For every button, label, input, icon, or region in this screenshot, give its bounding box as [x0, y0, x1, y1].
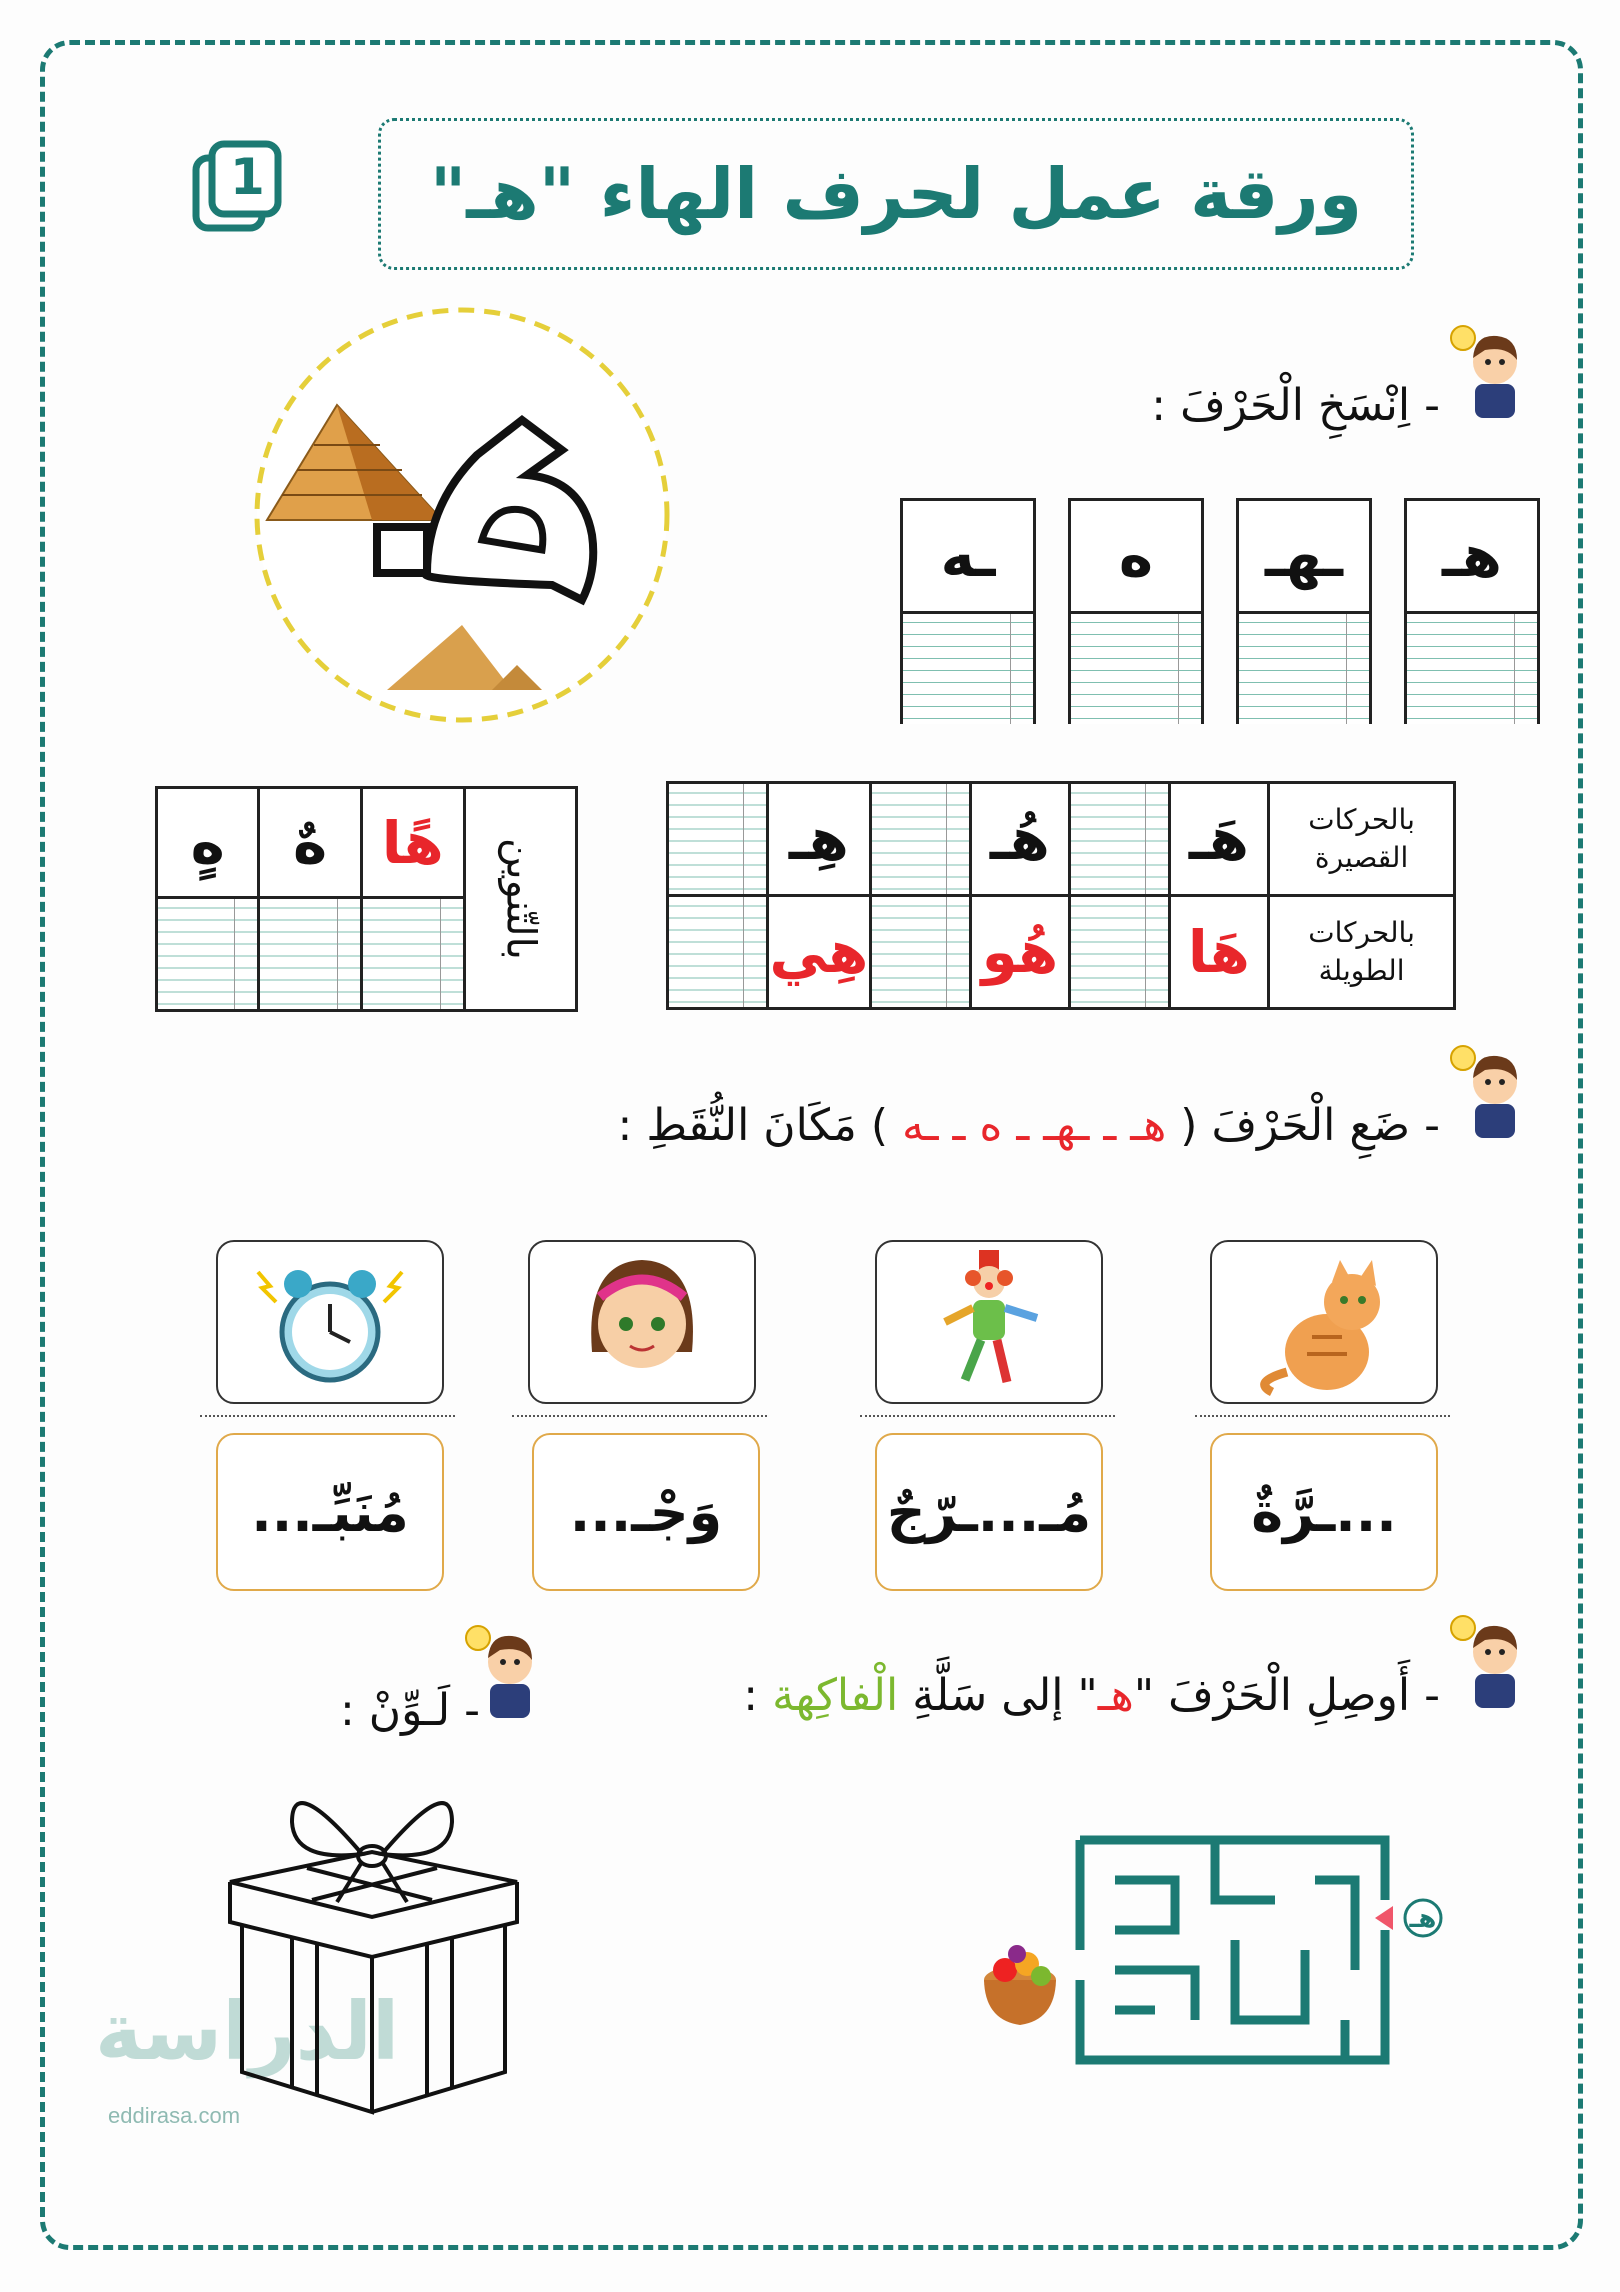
- tanween-table: [155, 786, 578, 1012]
- maze-instruction-end: :: [743, 1670, 759, 1721]
- title-box: [378, 118, 1414, 270]
- girl-face-icon: [530, 1242, 754, 1402]
- harakat-cell: هُو: [970, 896, 1070, 1009]
- watermark-url: eddirasa.com: [108, 2103, 241, 2128]
- harakat-cell: هَـ: [1169, 783, 1269, 896]
- long-harakat-label: بالحركات الطويلة: [1269, 896, 1455, 1009]
- writing-cell[interactable]: [259, 898, 361, 1011]
- writing-cell[interactable]: [1070, 896, 1170, 1009]
- maze-start-arrow: [1375, 1906, 1393, 1930]
- word-card[interactable]: [216, 1433, 444, 1591]
- word-text: وَجْـ...: [569, 1480, 723, 1544]
- maze[interactable]: [975, 1830, 1475, 2070]
- copy-box[interactable]: [1404, 498, 1540, 724]
- color-instruction: - لَـوِّنْ :: [339, 1685, 480, 1736]
- divider: [200, 1415, 455, 1417]
- page-title: ورقة عمل لحرف الهاء "هـ": [429, 153, 1363, 235]
- fill-letter-set: هـ ـ ـهـ ـ ه ـ ـه: [902, 1100, 1167, 1151]
- copy-box[interactable]: [1068, 498, 1204, 724]
- fruit-basket-icon: [984, 1945, 1056, 2025]
- copy-instruction: - اِنْسَخِ الْحَرْفَ :: [1151, 380, 1440, 431]
- picture-card-alarm-clock: [216, 1240, 444, 1404]
- boy-idea-icon: [1445, 1040, 1525, 1140]
- fill-instruction-start: - ضَعِ الْحَرْفَ (: [1180, 1100, 1440, 1151]
- maze-start-label: هـ: [1409, 1904, 1437, 1934]
- clown-icon: [877, 1242, 1101, 1402]
- tanween-label: بالتّنوين: [497, 838, 544, 960]
- copy-letter: هـ: [1407, 501, 1537, 614]
- picture-card-girl: [528, 1240, 756, 1404]
- tanween-cell: هٌ: [259, 788, 361, 898]
- word-text: مُـ...ـرّجٌ: [886, 1480, 1092, 1544]
- writing-cell[interactable]: [668, 783, 768, 896]
- short-harakat-label: بالحركات القصيرة: [1269, 783, 1455, 896]
- word-card[interactable]: [1210, 1433, 1438, 1591]
- harakat-cell: هِي: [767, 896, 870, 1009]
- divider: [860, 1415, 1115, 1417]
- divider: [1195, 1415, 1450, 1417]
- harakat-table: [666, 781, 1456, 1010]
- maze-instruction: [743, 1670, 1440, 1721]
- word-text: ...ـرَّةٌ: [1251, 1480, 1397, 1544]
- harakat-cell: هُـ: [970, 783, 1070, 896]
- page-number: 1: [230, 148, 265, 206]
- divider: [512, 1415, 767, 1417]
- tanween-cell: هًا: [361, 788, 464, 898]
- tanween-cell: هٍ: [157, 788, 259, 898]
- writing-cell[interactable]: [871, 896, 971, 1009]
- boy-idea-icon: [1445, 320, 1525, 420]
- gift-box-outline[interactable]: [222, 1782, 532, 2122]
- maze-fruit-word: الْفاكِهة: [772, 1670, 899, 1721]
- word-text: مُنَبِّـ...: [251, 1480, 409, 1544]
- copy-boxes: [900, 498, 1540, 724]
- writing-cell[interactable]: [871, 783, 971, 896]
- writing-cell[interactable]: [1070, 783, 1170, 896]
- maze-letter: هـ: [1097, 1670, 1134, 1721]
- maze-instruction-start: - أَوصِلِ الْحَرْفَ ": [1133, 1670, 1440, 1721]
- tanween-label-cell: [464, 788, 576, 1011]
- letter-illustration: [252, 305, 672, 725]
- copy-letter: ـه: [903, 501, 1033, 614]
- writing-cell[interactable]: [361, 898, 464, 1011]
- writing-cell[interactable]: [157, 898, 259, 1011]
- picture-card-cat: [1210, 1240, 1438, 1404]
- copy-letter: ه: [1071, 501, 1201, 614]
- copy-box[interactable]: [1236, 498, 1372, 724]
- copy-letter: ـهـ: [1239, 501, 1369, 614]
- watermark-logo: الدراسة: [95, 1985, 400, 2078]
- fill-instruction: [618, 1100, 1440, 1151]
- boy-idea-icon: [1445, 1610, 1525, 1710]
- word-card[interactable]: [532, 1433, 760, 1591]
- copy-box[interactable]: [900, 498, 1036, 724]
- maze-instruction-mid: " إلى سَلَّةِ: [912, 1670, 1098, 1721]
- alarm-clock-icon: [218, 1242, 442, 1402]
- writing-cell[interactable]: [668, 896, 768, 1009]
- cat-icon: [1212, 1242, 1436, 1402]
- harakat-cell: هِـ: [767, 783, 870, 896]
- word-card[interactable]: [875, 1433, 1103, 1591]
- harakat-cell: هَا: [1169, 896, 1269, 1009]
- fill-instruction-end: ) مَكَانَ النُّقَطِ :: [617, 1100, 889, 1151]
- page-number-badge: [190, 140, 290, 240]
- picture-card-clown: [875, 1240, 1103, 1404]
